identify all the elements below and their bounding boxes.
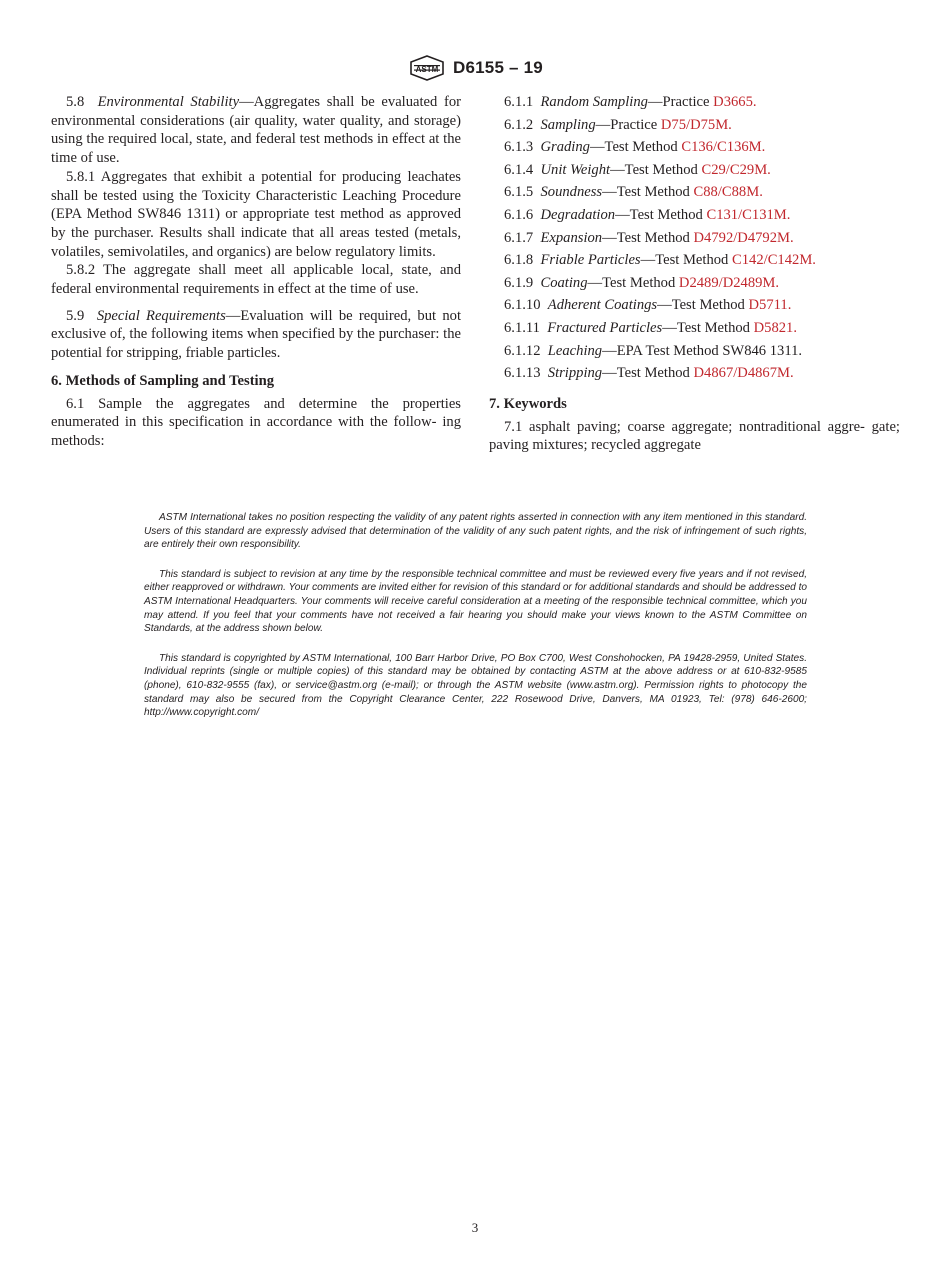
paragraph-6-1: 6.1 Sample the aggregates and determine the properties enumerated in this specification in accordance with the follow- ing methods: [51, 395, 461, 449]
standard-reference-link[interactable]: C136/C136M [681, 139, 762, 156]
method-number: 6.1.11 [504, 319, 540, 336]
method-kind: —EPA Test Method SW846 1311. [602, 342, 803, 359]
paragraph-5-9 [51, 307, 461, 363]
method-item [504, 161, 900, 180]
paragraph-7-1: 7.1 asphalt paving; coarse aggregate; nontraditional aggre- gate; paving mixtures; recycled aggregate [489, 418, 900, 454]
standard-reference-link[interactable]: C88/C88M [693, 184, 760, 201]
method-kind: —Test Method [589, 139, 682, 156]
method-item [504, 319, 900, 338]
method-item [504, 229, 900, 248]
method-title: Adherent Coatings [547, 297, 658, 314]
method-kind: —Test Method [610, 161, 702, 178]
method-item [504, 296, 900, 315]
method-kind: —Test Method [602, 365, 694, 382]
page-header [0, 55, 950, 85]
method-number: 6.1.1 [504, 94, 534, 110]
standard-reference-link[interactable]: C131/C131M [706, 206, 787, 223]
method-kind: —Test Method [587, 274, 679, 291]
method-end: . [775, 274, 780, 291]
method-number: 6.1.3 [504, 139, 534, 156]
method-title: Random Sampling [540, 94, 648, 110]
astm-logo-text: ASTM [415, 65, 439, 74]
method-end: . [728, 116, 732, 133]
method-number: 6.1.13 [504, 365, 541, 382]
method-kind: —Test Method [615, 206, 707, 223]
method-number: 6.1.7 [504, 229, 534, 246]
method-number: 6.1.4 [504, 161, 534, 178]
method-item [504, 364, 900, 383]
standard-reference-link[interactable]: D5711 [748, 297, 788, 314]
method-end: . [767, 161, 771, 178]
standard-reference-link[interactable]: D75/D75M [660, 116, 729, 133]
paragraph-title: Environmental Stability [97, 94, 240, 110]
standard-reference-link[interactable]: D4792/D4792M [693, 229, 790, 246]
method-number: 6.1.5 [504, 184, 534, 201]
method-end: . [793, 319, 798, 336]
method-end: . [759, 184, 763, 201]
method-item [504, 183, 900, 202]
method-kind: —Test Method [662, 319, 754, 336]
method-kind: —Test Method [602, 184, 694, 201]
left-column [51, 93, 461, 451]
section-heading-6: 6. Methods of Sampling and Testing [51, 372, 275, 389]
standard-reference-link[interactable]: C29/C29M [701, 161, 768, 178]
method-end: . [761, 139, 766, 156]
method-title: Sampling [540, 116, 596, 133]
method-title: Unit Weight [540, 161, 611, 178]
method-end: . [790, 365, 794, 382]
standard-reference-link[interactable]: D2489/D2489M [678, 274, 776, 291]
standard-reference-link[interactable]: D3665 [713, 94, 753, 110]
test-methods-list [489, 93, 900, 383]
method-title: Friable Particles [540, 252, 641, 269]
method-item [504, 138, 900, 157]
document-designation: D6155 – 19 [453, 58, 543, 77]
page-number: 3 [471, 1220, 479, 1235]
paragraph-5-8 [51, 93, 461, 168]
method-item [504, 116, 900, 135]
revision-notice: This standard is subject to revision at any time by the responsible technical committee and must be reviewed every five years and if not revised, either reapproved or withdrawn. Your comments are invited either for revision of this standard or for additional standards and should be addressed to ASTM International Headquarters. Your comments will receive careful consideration at a meeting of the responsible technical committee, which you may attend. If you feel that your comments have not received a fair hearing you should make your views known to the ASTM Committee on Standards, at the address shown below. [144, 568, 808, 635]
method-title: Soundness [540, 184, 603, 201]
standard-reference-link[interactable]: C142/C142M [732, 252, 813, 269]
method-end: . [790, 229, 794, 246]
method-kind: —Practice [647, 94, 714, 110]
section-heading-7: 7. Keywords [489, 395, 567, 412]
method-number: 6.1.8 [504, 252, 534, 269]
method-kind: —Test Method [657, 297, 749, 314]
method-title: Degradation [540, 206, 616, 223]
copyright-notice: This standard is copyrighted by ASTM International, 100 Barr Harbor Drive, PO Box C700, West Conshohocken, PA 19428-2959, United States. Individual reprints (single or multiple copies) of this standard may be obtained by contacting ASTM at the above address or at 610-832-9585 (phone), 610-832-9555 (fax), or service@astm.org (e-mail); or through the ASTM website (www.astm.org). Permission rights to photocopy the standard may also be secured from the Copyright Clearance Center, 222 Rosewood Drive, Danvers, MA 01923, Tel: (978) 646-2600; http://www.copyright.com/ [144, 652, 807, 719]
paragraph-body: —Aggregates shall be evaluated for environmental considerations (air quality, water quality, and storage) using the required local, state, and federal test methods in effect at the time of use. [51, 94, 461, 167]
method-number: 6.1.12 [504, 342, 541, 359]
method-number: 6.1.2 [504, 116, 534, 133]
method-item [504, 251, 900, 270]
method-end: . [812, 252, 816, 269]
paragraph-body: —Evaluation will be required, but not exclusive of, the following items when specified by the purchaser: the potential for stripping, friable particles. [51, 307, 461, 362]
paragraph-number: 5.9 [66, 307, 85, 324]
standard-reference-link[interactable]: D4867/D4867M [693, 365, 790, 382]
method-kind: —Practice [595, 116, 661, 133]
method-end: . [752, 94, 757, 110]
method-title: Grading [540, 139, 590, 156]
method-item [504, 274, 900, 293]
paragraph-5-8-1: 5.8.1 Aggregates that exhibit a potential for producing leachates shall be tested using the Toxicity Characteristic Leaching Procedure (EPA Method SW846 1311) or appropriate test method as approved by the purchaser. Results shall indicate that all areas tested (metals, volatiles, semivolatiles, and organics) are below regulatory limits. [51, 168, 461, 260]
method-title: Fractured Particles [547, 319, 663, 336]
method-number: 6.1.9 [504, 274, 534, 291]
method-number: 6.1.6 [504, 206, 534, 223]
patent-notice: ASTM International takes no position respecting the validity of any patent rights asserted in connection with any item mentioned in this standard. Users of this standard are expressly advised that determination of the validity of any such patent rights, and the risk of infringement of such rights, are entirely their own responsibility. [144, 512, 807, 551]
paragraph-5-8-2: 5.8.2 The aggregate shall meet all applicable local, state, and federal environmental requirements in effect at the time of use. [51, 262, 461, 298]
method-number: 6.1.10 [504, 297, 541, 314]
paragraph-number: 5.8 [66, 94, 85, 110]
paragraph-title: Special Requirements [96, 307, 226, 324]
method-item [504, 93, 900, 112]
method-kind: —Test Method [640, 252, 733, 269]
right-column [489, 93, 900, 455]
method-item [504, 342, 900, 361]
method-title: Leaching [547, 342, 603, 359]
legal-notice [144, 511, 807, 736]
method-title: Expansion [540, 229, 603, 246]
method-end: . [787, 297, 792, 314]
method-title: Stripping [547, 365, 603, 382]
standard-reference-link[interactable]: D5821 [753, 319, 794, 336]
method-end: . [786, 206, 791, 223]
method-kind: —Test Method [602, 229, 694, 246]
method-item [504, 206, 900, 225]
astm-logo-icon [408, 55, 446, 81]
method-title: Coating [540, 274, 588, 291]
